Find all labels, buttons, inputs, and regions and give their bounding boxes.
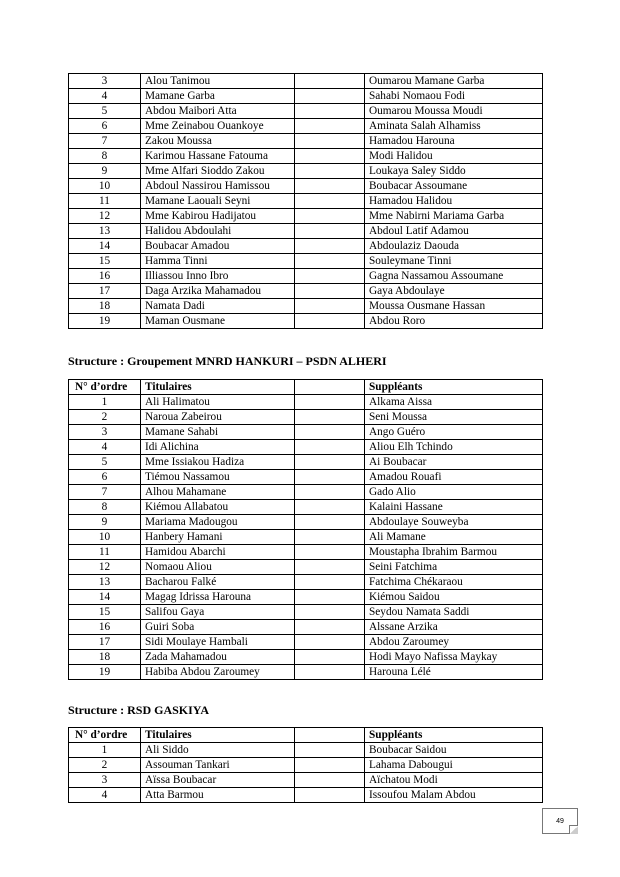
cell-titulaire: Alhou Mahamane: [141, 485, 295, 500]
table-row: [69, 254, 543, 269]
cell-suppleant: Loukaya Saley Siddo: [365, 164, 543, 179]
cell-empty: [295, 299, 365, 314]
cell-empty: [295, 410, 365, 425]
cell-numero: 13: [69, 224, 141, 239]
cell-empty: [295, 515, 365, 530]
cell-titulaire: Abdoul Nassirou Hamissou: [141, 179, 295, 194]
cell-numero: 16: [69, 269, 141, 284]
cell-empty: [295, 455, 365, 470]
cell-titulaire: Mamane Garba: [141, 89, 295, 104]
cell-empty: [295, 788, 365, 803]
cell-numero: 10: [69, 179, 141, 194]
cell-suppleant: Aliou Elh Tchindo: [365, 440, 543, 455]
cell-suppleant: Moustapha Ibrahim Barmou: [365, 545, 543, 560]
cell-suppleant: Abdoul Latif Adamou: [365, 224, 543, 239]
cell-suppleant: Boubacar Assoumane: [365, 179, 543, 194]
cell-suppleant: Oumarou Moussa Moudi: [365, 104, 543, 119]
cell-titulaire: Kiémou Allabatou: [141, 500, 295, 515]
cell-numero: 18: [69, 650, 141, 665]
cell-suppleant: Seni Moussa: [365, 410, 543, 425]
table-row: [69, 284, 543, 299]
cell-empty: [295, 530, 365, 545]
cell-titulaire: Halidou Abdoulahi: [141, 224, 295, 239]
header-empty: [295, 728, 365, 743]
header-numero: N° d’ordre: [69, 380, 141, 395]
cell-numero: 8: [69, 149, 141, 164]
table2-body: [69, 395, 543, 680]
cell-empty: [295, 665, 365, 680]
cell-numero: 14: [69, 239, 141, 254]
table-row: [69, 314, 543, 329]
table-row: [69, 194, 543, 209]
cell-titulaire: Boubacar Amadou: [141, 239, 295, 254]
cell-empty: [295, 104, 365, 119]
cell-empty: [295, 773, 365, 788]
table-row: [69, 470, 543, 485]
cell-suppleant: Oumarou Mamane Garba: [365, 74, 543, 89]
cell-suppleant: Souleymane Tinni: [365, 254, 543, 269]
cell-titulaire: Nomaou Aliou: [141, 560, 295, 575]
cell-empty: [295, 635, 365, 650]
table-row: [69, 773, 543, 788]
cell-empty: [295, 395, 365, 410]
table-row: [69, 650, 543, 665]
cell-titulaire: Zakou Moussa: [141, 134, 295, 149]
cell-titulaire: Maman Ousmane: [141, 314, 295, 329]
cell-titulaire: Mme Issiakou Hadiza: [141, 455, 295, 470]
cell-numero: 12: [69, 560, 141, 575]
table-row: [69, 209, 543, 224]
cell-numero: 11: [69, 545, 141, 560]
cell-numero: 9: [69, 515, 141, 530]
table-row: [69, 665, 543, 680]
cell-numero: 15: [69, 605, 141, 620]
table-row: [69, 545, 543, 560]
cell-empty: [295, 284, 365, 299]
cell-numero: 15: [69, 254, 141, 269]
cell-numero: 3: [69, 773, 141, 788]
table-row: [69, 500, 543, 515]
cell-suppleant: Lahama Dabougui: [365, 758, 543, 773]
table-row: [69, 605, 543, 620]
cell-suppleant: Alkama Aissa: [365, 395, 543, 410]
cell-numero: 6: [69, 470, 141, 485]
section-heading-hankuri: Structure : Groupement MNRD HANKURI – PSDN ALHERI: [68, 354, 387, 368]
cell-titulaire: Mamane Sahabi: [141, 425, 295, 440]
table-row: [69, 425, 543, 440]
cell-numero: 2: [69, 410, 141, 425]
cell-titulaire: Tiémou Nassamou: [141, 470, 295, 485]
cell-empty: [295, 134, 365, 149]
table-row: [69, 758, 543, 773]
table-row: [69, 239, 543, 254]
table-row: [69, 590, 543, 605]
cell-suppleant: Abdou Roro: [365, 314, 543, 329]
cell-numero: 16: [69, 620, 141, 635]
cell-numero: 7: [69, 485, 141, 500]
cell-numero: 1: [69, 395, 141, 410]
cell-numero: 2: [69, 758, 141, 773]
table3-body: [69, 743, 543, 803]
cell-numero: 18: [69, 299, 141, 314]
cell-suppleant: Gado Alio: [365, 485, 543, 500]
cell-titulaire: Atta Barmou: [141, 788, 295, 803]
cell-numero: 5: [69, 455, 141, 470]
cell-numero: 13: [69, 575, 141, 590]
page-fold-corner: [569, 825, 578, 834]
cell-suppleant: Abdoulaye Souweyba: [365, 515, 543, 530]
cell-numero: 10: [69, 530, 141, 545]
cell-titulaire: Magag Idrissa Harouna: [141, 590, 295, 605]
cell-suppleant: Aïchatou Modi: [365, 773, 543, 788]
cell-empty: [295, 254, 365, 269]
cell-numero: 3: [69, 425, 141, 440]
table-row: [69, 575, 543, 590]
table-row: [69, 635, 543, 650]
cell-empty: [295, 119, 365, 134]
cell-suppleant: Abdoulaziz Daouda: [365, 239, 543, 254]
header-titulaires: Titulaires: [141, 728, 295, 743]
cell-titulaire: Ali Siddo: [141, 743, 295, 758]
cell-titulaire: Salifou Gaya: [141, 605, 295, 620]
cell-titulaire: Zada Mahamadou: [141, 650, 295, 665]
cell-suppleant: Abdou Zaroumey: [365, 635, 543, 650]
cell-titulaire: Naroua Zabeirou: [141, 410, 295, 425]
cell-numero: 1: [69, 743, 141, 758]
cell-suppleant: Hamadou Halidou: [365, 194, 543, 209]
header-numero: N° d’ordre: [69, 728, 141, 743]
cell-empty: [295, 605, 365, 620]
header-empty: [295, 380, 365, 395]
cell-suppleant: Mme Nabirni Mariama Garba: [365, 209, 543, 224]
cell-titulaire: Namata Dadi: [141, 299, 295, 314]
cell-empty: [295, 425, 365, 440]
cell-empty: [295, 485, 365, 500]
table-row: [69, 224, 543, 239]
cell-empty: [295, 314, 365, 329]
cell-titulaire: Mme Zeinabou Ouankoye: [141, 119, 295, 134]
table-row: [69, 440, 543, 455]
cell-empty: [295, 758, 365, 773]
cell-empty: [295, 89, 365, 104]
table-row: [69, 134, 543, 149]
cell-suppleant: Issoufou Malam Abdou: [365, 788, 543, 803]
cell-titulaire: Hamma Tinni: [141, 254, 295, 269]
header-titulaires: Titulaires: [141, 380, 295, 395]
table-row: [69, 788, 543, 803]
table1-body: [69, 74, 543, 329]
cell-suppleant: Gaya Abdoulaye: [365, 284, 543, 299]
cell-numero: 6: [69, 119, 141, 134]
cell-numero: 17: [69, 284, 141, 299]
table-gaskiya: [68, 727, 543, 803]
cell-numero: 12: [69, 209, 141, 224]
cell-suppleant: Ali Mamane: [365, 530, 543, 545]
cell-titulaire: Ali Halimatou: [141, 395, 295, 410]
table-hankuri: [68, 379, 543, 680]
cell-empty: [295, 590, 365, 605]
table-header-row: [69, 380, 543, 395]
table-row: [69, 104, 543, 119]
cell-empty: [295, 164, 365, 179]
cell-suppleant: Modi Halidou: [365, 149, 543, 164]
cell-empty: [295, 74, 365, 89]
cell-suppleant: Boubacar Saidou: [365, 743, 543, 758]
cell-titulaire: Karimou Hassane Fatouma: [141, 149, 295, 164]
header-suppleants: Suppléants: [365, 380, 543, 395]
cell-titulaire: Guiri Soba: [141, 620, 295, 635]
header-suppleants: Suppléants: [365, 728, 543, 743]
cell-empty: [295, 650, 365, 665]
cell-titulaire: Mme Alfari Sioddo Zakou: [141, 164, 295, 179]
table-row: [69, 179, 543, 194]
cell-suppleant: Hodi Mayo Nafissa Maykay: [365, 650, 543, 665]
cell-titulaire: Daga Arzika Mahamadou: [141, 284, 295, 299]
cell-empty: [295, 500, 365, 515]
cell-titulaire: Aïssa Boubacar: [141, 773, 295, 788]
table-row: [69, 269, 543, 284]
cell-empty: [295, 149, 365, 164]
cell-numero: 14: [69, 590, 141, 605]
cell-titulaire: Habiba Abdou Zaroumey: [141, 665, 295, 680]
page-number-box: [542, 808, 578, 834]
cell-empty: [295, 194, 365, 209]
table-row: [69, 485, 543, 500]
cell-suppleant: Harouna Lélé: [365, 665, 543, 680]
cell-empty: [295, 440, 365, 455]
cell-suppleant: Ai Boubacar: [365, 455, 543, 470]
table-row: [69, 455, 543, 470]
cell-empty: [295, 743, 365, 758]
cell-numero: 7: [69, 134, 141, 149]
table-row: [69, 119, 543, 134]
cell-titulaire: Alou Tanimou: [141, 74, 295, 89]
table-row: [69, 560, 543, 575]
cell-empty: [295, 620, 365, 635]
cell-suppleant: Gagna Nassamou Assoumane: [365, 269, 543, 284]
cell-numero: 5: [69, 104, 141, 119]
cell-empty: [295, 239, 365, 254]
table-row: [69, 74, 543, 89]
cell-suppleant: Ango Guéro: [365, 425, 543, 440]
cell-empty: [295, 179, 365, 194]
table-continuation: [68, 73, 543, 329]
cell-suppleant: Amadou Rouafi: [365, 470, 543, 485]
cell-empty: [295, 545, 365, 560]
cell-titulaire: Sidi Moulaye Hambali: [141, 635, 295, 650]
cell-titulaire: Abdou Maibori Atta: [141, 104, 295, 119]
cell-numero: 4: [69, 788, 141, 803]
cell-empty: [295, 470, 365, 485]
cell-suppleant: Kiémou Saidou: [365, 590, 543, 605]
cell-empty: [295, 560, 365, 575]
cell-numero: 8: [69, 500, 141, 515]
cell-suppleant: Hamadou Harouna: [365, 134, 543, 149]
cell-empty: [295, 224, 365, 239]
cell-suppleant: Alssane Arzika: [365, 620, 543, 635]
section-heading-gaskiya: Structure : RSD GASKIYA: [68, 703, 210, 717]
table-row: [69, 149, 543, 164]
table-row: [69, 530, 543, 545]
table-header-row: [69, 728, 543, 743]
page-number: 49: [556, 817, 564, 825]
cell-titulaire: Assouman Tankari: [141, 758, 295, 773]
cell-empty: [295, 269, 365, 284]
cell-empty: [295, 575, 365, 590]
cell-suppleant: Seini Fatchima: [365, 560, 543, 575]
cell-numero: 19: [69, 314, 141, 329]
cell-numero: 19: [69, 665, 141, 680]
table-row: [69, 395, 543, 410]
cell-numero: 11: [69, 194, 141, 209]
cell-numero: 4: [69, 89, 141, 104]
table-row: [69, 743, 543, 758]
cell-empty: [295, 209, 365, 224]
cell-numero: 3: [69, 74, 141, 89]
cell-suppleant: Seydou Namata Saddi: [365, 605, 543, 620]
table-row: [69, 89, 543, 104]
table-row: [69, 164, 543, 179]
cell-suppleant: Aminata Salah Alhamiss: [365, 119, 543, 134]
cell-titulaire: Mariama Madougou: [141, 515, 295, 530]
cell-titulaire: Mamane Laouali Seyni: [141, 194, 295, 209]
table-row: [69, 410, 543, 425]
cell-titulaire: Hamidou Abarchi: [141, 545, 295, 560]
cell-suppleant: Kalaini Hassane: [365, 500, 543, 515]
cell-numero: 17: [69, 635, 141, 650]
cell-suppleant: Moussa Ousmane Hassan: [365, 299, 543, 314]
cell-numero: 4: [69, 440, 141, 455]
table-row: [69, 620, 543, 635]
table-row: [69, 299, 543, 314]
table-row: [69, 515, 543, 530]
cell-titulaire: Bacharou Falké: [141, 575, 295, 590]
cell-titulaire: Idi Alichina: [141, 440, 295, 455]
cell-suppleant: Sahabi Nomaou Fodi: [365, 89, 543, 104]
cell-numero: 9: [69, 164, 141, 179]
cell-suppleant: Fatchima Chékaraou: [365, 575, 543, 590]
cell-titulaire: Illiassou Inno Ibro: [141, 269, 295, 284]
cell-titulaire: Mme Kabirou Hadijatou: [141, 209, 295, 224]
cell-titulaire: Hanbery Hamani: [141, 530, 295, 545]
